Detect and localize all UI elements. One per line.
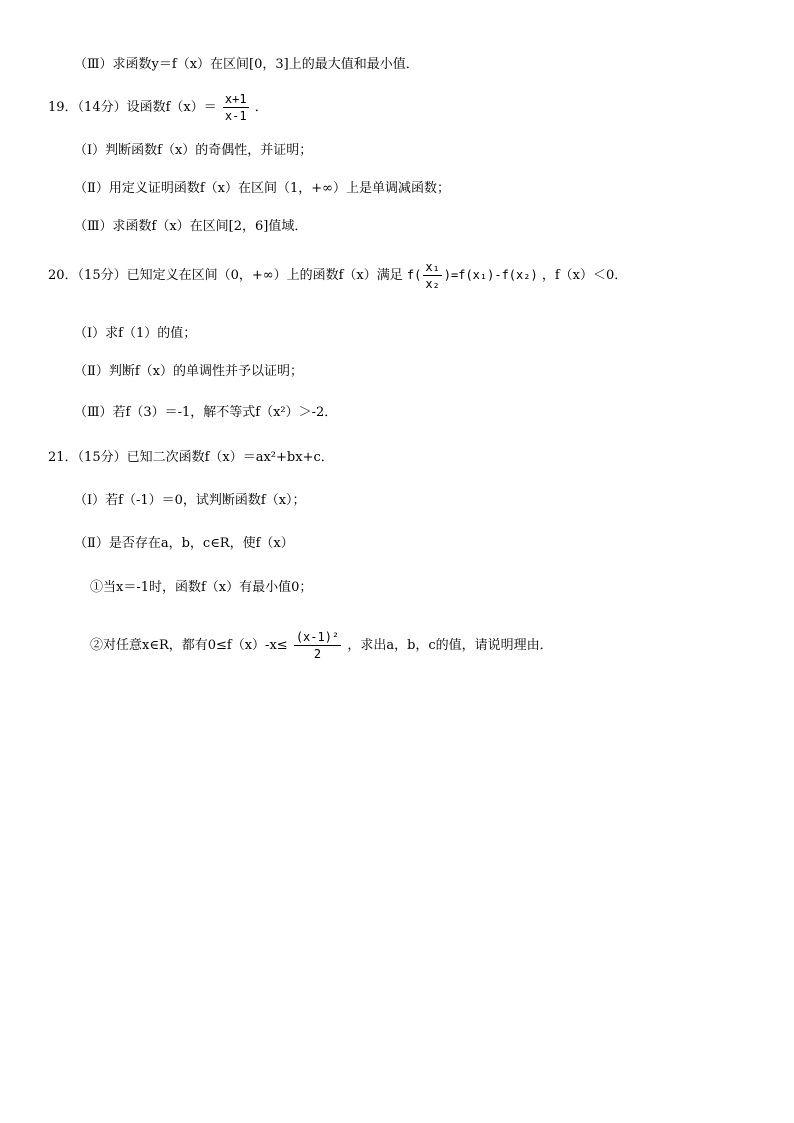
question-20-part-2 bbox=[74, 364, 303, 380]
question-19-part-1 bbox=[74, 143, 312, 159]
question-20-stem bbox=[48, 260, 627, 291]
q21-cond1-text: ①当x＝-1时，函数f（x）有最小值0； bbox=[90, 580, 313, 595]
q19-fraction-denominator: x-1 bbox=[224, 109, 247, 123]
q21-part1-text: （Ⅰ）若f（-1）＝0，试判断函数f（x）； bbox=[74, 493, 306, 508]
question-19-part-3 bbox=[74, 219, 307, 235]
q20-function-rest: )=f(x₁)-f(x₂) bbox=[443, 268, 538, 282]
q20-stem-prefix: 20．（15分）已知定义在区间（0，+∞）上的函数f（x）满足 bbox=[48, 268, 403, 283]
q20-part3-text: （Ⅲ）若f（3）＝-1，解不等式f（x²）＞-2． bbox=[74, 405, 338, 420]
q19-stem-suffix: ． bbox=[254, 100, 268, 115]
q21-stem-text: 21．（15分）已知二次函数f（x）＝ax²+bx+c． bbox=[48, 450, 334, 465]
q21-cond2-suffix: ，求出a，b，c的值，请说明理由． bbox=[347, 638, 553, 653]
q21-part2-text: （Ⅱ）是否存在a，b，c∈R，使f（x） bbox=[74, 536, 294, 551]
q21-fraction-numerator: (x-1)² bbox=[295, 630, 340, 644]
q19-part2-text: （Ⅱ）用定义证明函数f（x）在区间（1，+∞）上是单调减函数； bbox=[74, 181, 450, 196]
q19-part3-text: （Ⅲ）求函数f（x）在区间[2，6]值域． bbox=[74, 219, 308, 234]
question-19-stem bbox=[48, 92, 268, 123]
q20-function-f-open: f( bbox=[406, 268, 422, 282]
q19-part1-text: （Ⅰ）判断函数f（x）的奇偶性，并证明； bbox=[74, 143, 313, 158]
question-21-condition-1 bbox=[90, 580, 312, 596]
q19-fraction bbox=[223, 92, 249, 123]
question-21-part-2 bbox=[74, 536, 294, 552]
q20-fraction-numerator: x₁ bbox=[425, 260, 440, 274]
q21-fraction-denominator: 2 bbox=[313, 647, 322, 661]
question-19-part-2 bbox=[74, 181, 450, 197]
q18-part3-text: （Ⅲ）求函数y＝f（x）在区间[0，3]上的最大值和最小值． bbox=[74, 57, 419, 72]
question-21-condition-2 bbox=[90, 630, 553, 661]
q20-part2-text: （Ⅱ）判断f（x）的单调性并予以证明； bbox=[74, 364, 303, 379]
q20-fraction bbox=[423, 260, 441, 291]
q20-part1-text: （Ⅰ）求f（1）的值； bbox=[74, 326, 197, 341]
question-20-part-3 bbox=[74, 405, 337, 421]
q21-cond2-prefix: ②对任意x∈R，都有0≤f（x）-x≤ bbox=[90, 638, 288, 653]
q19-stem-prefix: 19．（14分）设函数f（x）＝ bbox=[48, 100, 217, 115]
question-20-part-1 bbox=[74, 326, 196, 342]
q21-fraction bbox=[294, 630, 341, 661]
q20-stem-suffix: ，f（x）＜0． bbox=[541, 268, 628, 283]
question-18-part-3 bbox=[74, 57, 419, 73]
q19-fraction-numerator: x+1 bbox=[224, 92, 247, 106]
question-21-part-1 bbox=[74, 493, 306, 509]
q20-fraction-denominator: x₂ bbox=[425, 277, 440, 291]
question-21-stem bbox=[48, 450, 334, 466]
